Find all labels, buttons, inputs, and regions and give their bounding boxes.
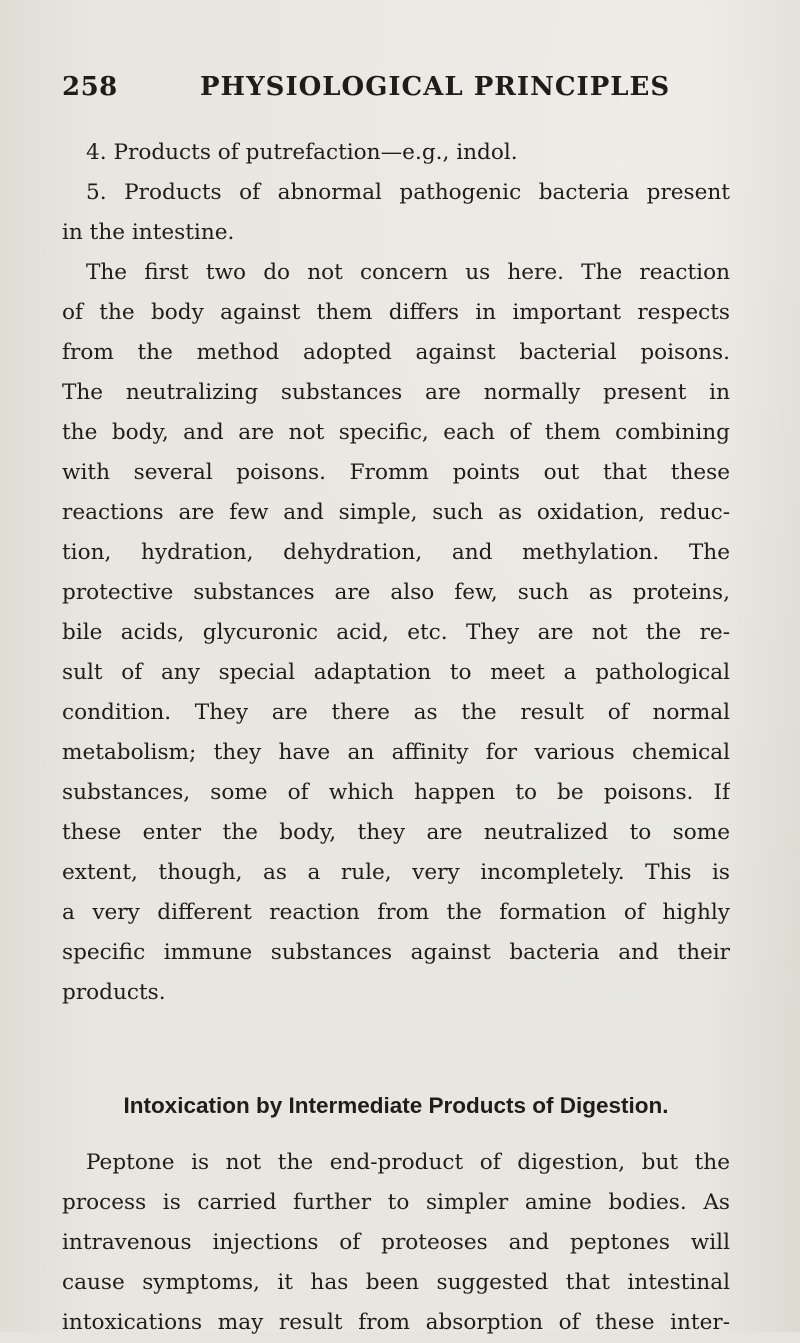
list-item-4: 4. Products of putrefaction—e.g., indol. (86, 140, 518, 165)
paragraph-line: cause symptoms, it has been suggested that intestinal (62, 1270, 730, 1295)
paragraph-line: the body, and are not specific, each of them combining (62, 420, 730, 445)
paragraph-line: a very different reaction from the formation of highly (62, 900, 730, 925)
list-item-5: 5. Products of abnormal pathogenic bacteria present (86, 180, 730, 205)
paragraph-line: sult of any special adaptation to meet a pathological (62, 660, 730, 685)
paragraph-line: Peptone is not the end-product of digestion, but the (86, 1150, 730, 1175)
body-text (62, 133, 730, 1343)
paragraph-line: of the body against them differs in important respects (62, 300, 730, 325)
paragraph-line: intravenous injections of proteoses and peptones will (62, 1230, 730, 1255)
paragraph-line: The first two do not concern us here. The reaction (86, 260, 730, 285)
section-heading: Intoxication by Intermediate Products of Digestion. (123, 1093, 669, 1118)
paragraph-line: metabolism; they have an affinity for various chemical (62, 740, 730, 765)
heading-gap (62, 1126, 730, 1143)
paragraph-line: substances, some of which happen to be poisons. If (62, 780, 730, 805)
page-number: 258 (62, 72, 118, 102)
paragraph-line: The neutralizing substances are normally present in (62, 380, 730, 405)
paragraph-line: these enter the body, they are neutralized to some (62, 820, 730, 845)
paragraph-line: from the method adopted against bacterial poisons. (62, 340, 730, 365)
paragraph-line: extent, though, as a rule, very incompletely. This is (62, 860, 730, 885)
paragraph-line: bile acids, glycuronic acid, etc. They are not the re- (62, 620, 730, 645)
paragraph-line: with several poisons. Fromm points out that these (62, 460, 730, 485)
section-gap (62, 1013, 730, 1086)
paragraph-line: intoxications may result from absorption of these inter- (62, 1310, 730, 1335)
paragraph-line: tion, hydration, dehydration, and methylation. The (62, 540, 730, 565)
paragraph-line: reactions are few and simple, such as oxidation, reduc- (62, 500, 730, 525)
paragraph-line: products. (62, 980, 166, 1005)
paragraph-line: specific immune substances against bacteria and their (62, 940, 730, 965)
paragraph-line: process is carried further to simpler amine bodies. As (62, 1190, 730, 1215)
text-line: in the intestine. (62, 220, 235, 245)
paragraph-line: condition. They are there as the result of normal (62, 700, 730, 725)
running-head (62, 72, 670, 112)
paragraph-line: protective substances are also few, such as proteins, (62, 580, 730, 605)
running-title: PHYSIOLOGICAL PRINCIPLES (200, 72, 671, 102)
